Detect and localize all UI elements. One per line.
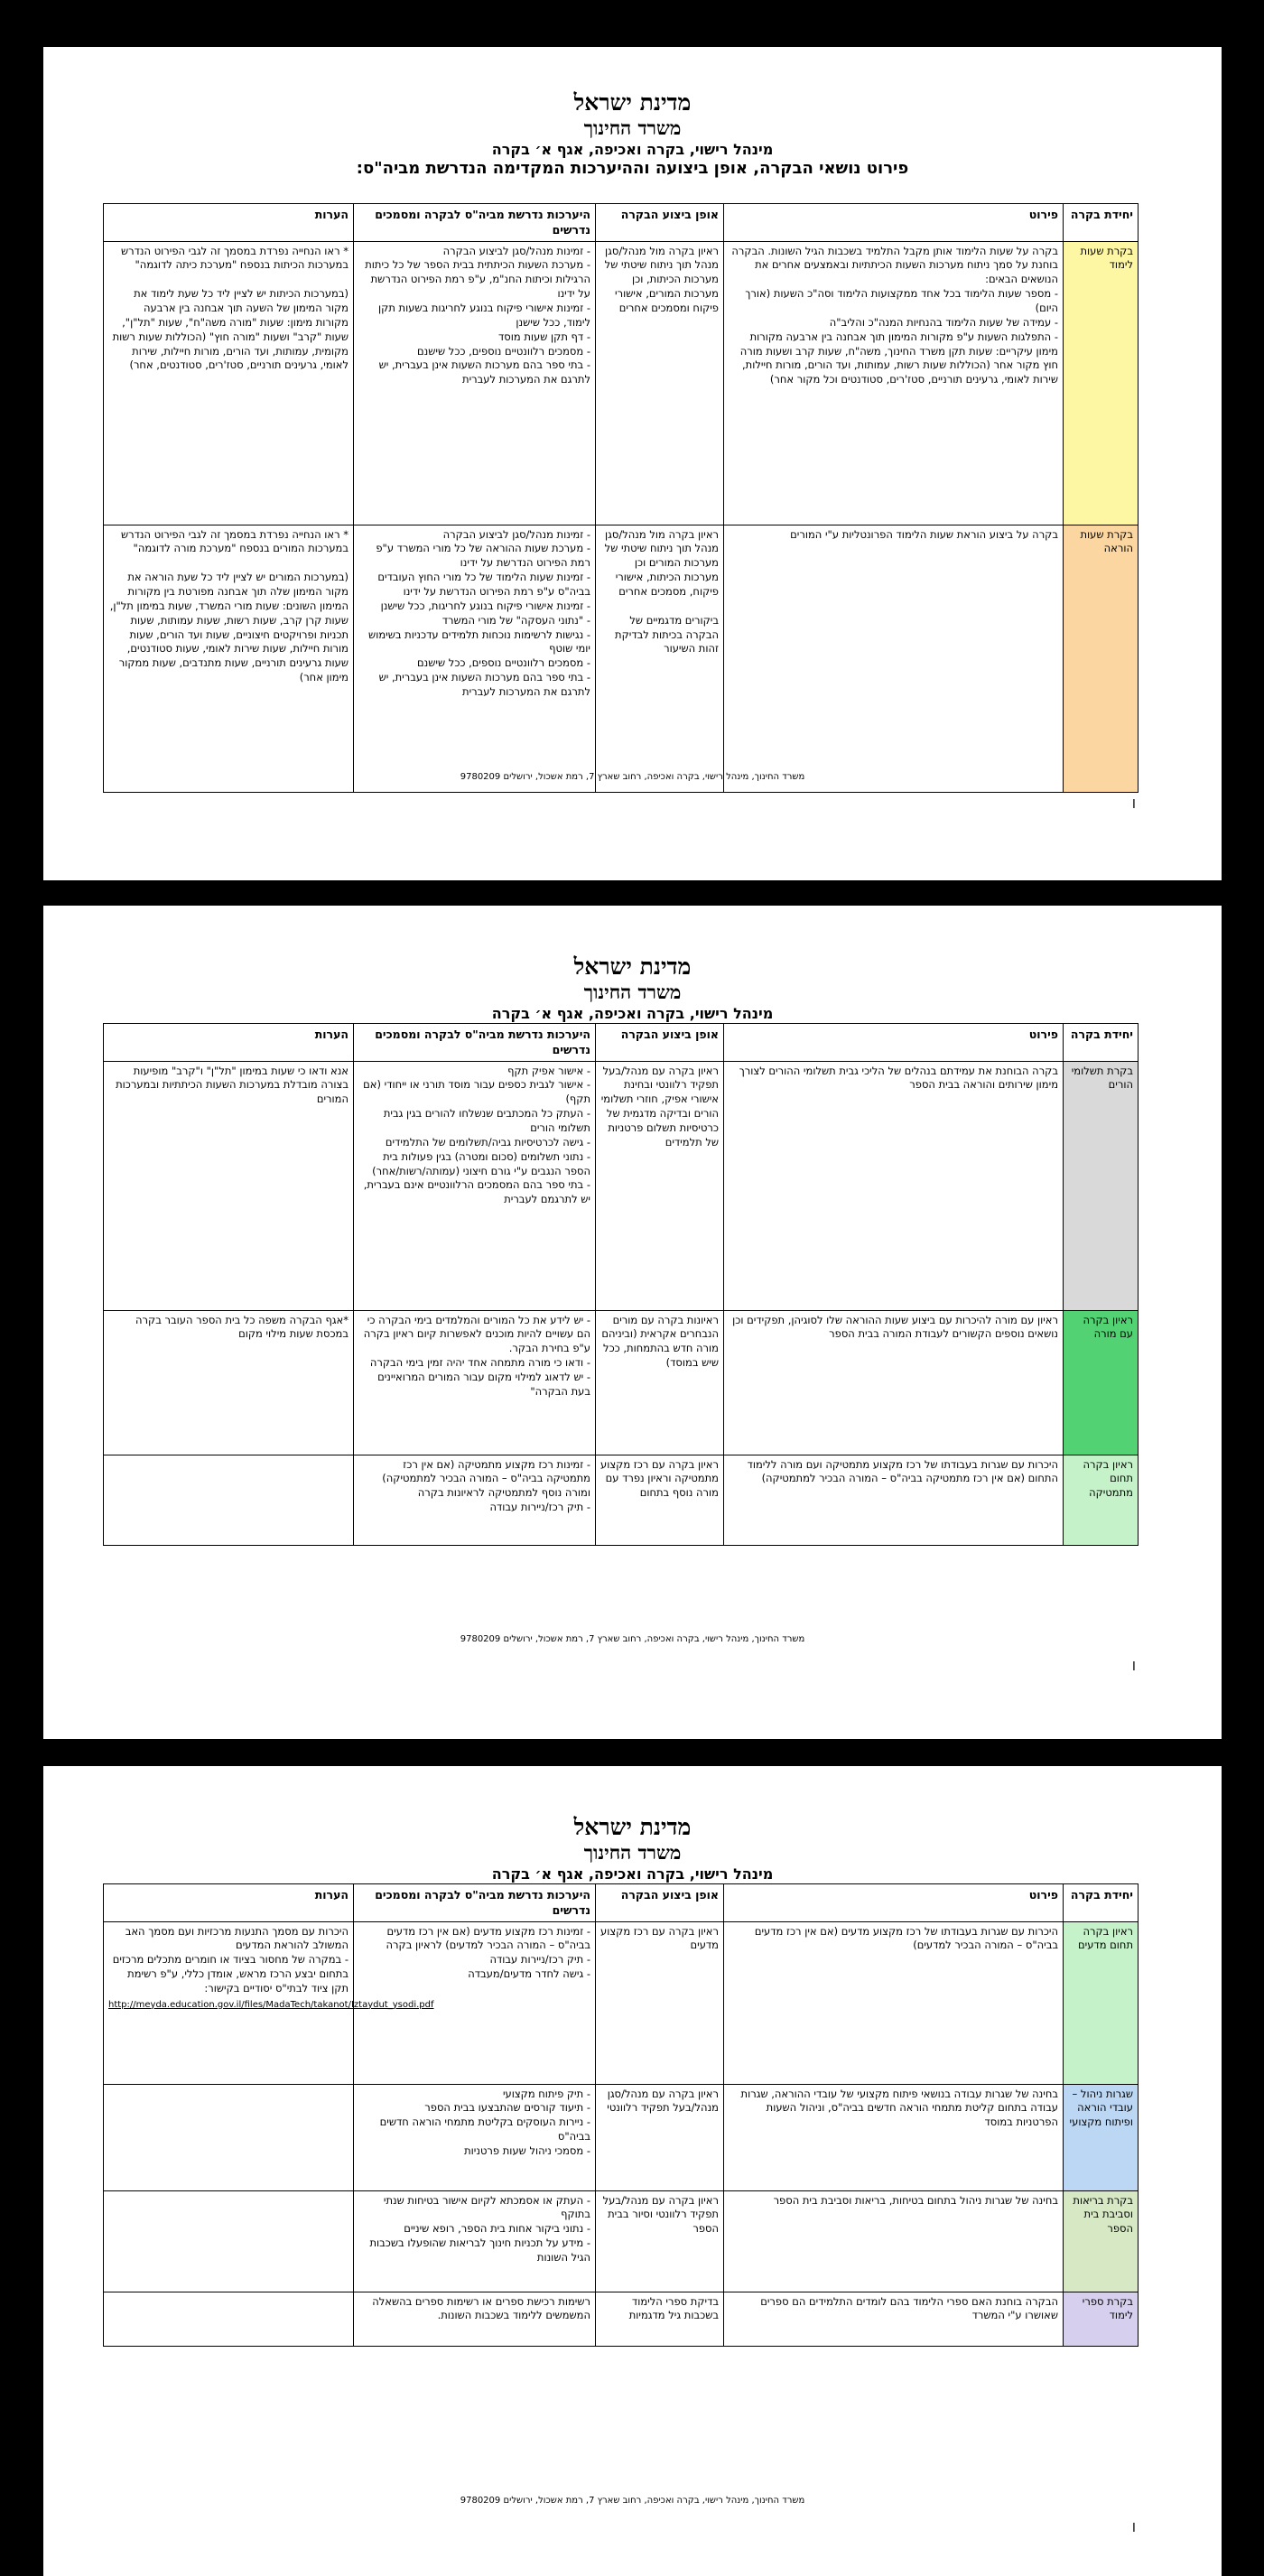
division-title: מינהל רישוי, בקרה ואכיפה, אגף א׳ בקרה [491,1004,774,1022]
requirements-cell: - אישור אפיק תקף - אישור לגבית כספים עבור מוסד תורני או ייחודי (אם תקף) - העתק כל המכתבים שנשלחו להורים בגין גבית תשלומי הורים - גישה לכרטיסיות גביה/תשלומים של התלמידים - נתוני תשלומים (סכום ומטרה) בגין פעולות בית הספר הנגבים ע"י גורם חיצוני (עמותה/רשות/אחר) - בתי ספר בהם המסמכים הרלוונטיים אינם בעברית, יש לתרגמם לעברית [354,1061,596,1310]
method-cell: ראיון בקרה עם רכז מקצוע מתמטיקה וראיון נפרד עם מורה נוסף בתחום [596,1455,724,1545]
notes-cell [104,2190,354,2292]
unit-cell: בקרת ספרי לימוד [1064,2292,1139,2346]
requirements-cell: - זמינות מנהל/סגן לביצוע הבקרה - מערכת שעות ההוראה של כל מורי המשרד ע"פ רמת הפירוט הנדרשת על ידינו - זמינות שעות הלימוד של כל מורי החוץ העובדים בביה"ס ע"פ רמת הפירוט הנדרשת על ידינו - זמינות אישורי פיקוח בנוגע לחריגות, ככל שישנן - "נתוני העסקה" של מורי המשרד - נגישות לרשימות נוכחות תלמידים עדכניות בשימוש יומי שוטף - מסמכים רלוונטיים נוספים, ככל שישנם - בתי ספר בהם מערכות השעות אינן בעברית, יש לתרגם את המערכות לעברית [354,525,596,792]
page-header [43,88,1222,179]
detail-cell: בקרה הבוחנת את עמידתם בנהלים של הליכי גבית תשלומי ההורים לצורך מימון שירותים והוראה בבית הספר [724,1061,1064,1310]
detail-cell: בחינה של שגרות עבודה בנושאי פיתוח מקצועי של עובדי ההוראה, שגרות עבודה בתחום קליטת מתמחי הוראה חדשים בביה"ס, וניהול השעות הפרטניות במוסד [724,2084,1064,2190]
page-header [43,953,1222,1023]
requirements-cell: - זמינות מנהל/סגן לביצוע הבקרה - מערכת השעות הכיתתית בבית הספר של כל כיתות הרגילות וכיתות החנ"מ, ע"פ רמת הפירוט הנדרשת על ידינו - זמינות אישורי פיקוח בנוגע לחריגות בשעות תקן לימוד, ככל שישנן - דף תקן שעות מוסד - מסמכים רלוונטיים נוספים, ככל שישנם - בתי ספר בהם מערכות השעות אינן בעברית, יש לתרגם את המערכות לעברית [354,241,596,525]
table-row [104,2084,1139,2190]
table-row [104,525,1139,792]
division-title: מינהל רישוי, בקרה ואכיפה, אגף א׳ בקרה [491,1865,774,1883]
page-number: I [1132,798,1136,812]
header-requirements: היערכות נדרשת מביה"ס לבקרה ומסמכים נדרשים [354,1024,596,1062]
notes-cell [104,1455,354,1545]
header-requirements: היערכות נדרשת מביה"ס לבקרה ומסמכים נדרשים [354,204,596,242]
notes-cell: * ראו הנחייה נפרדת במסמך זה לגבי הפירוט הנדרש במערכות הכיתות בנספח "מערכת כיתה לדוגמה" (במערכות הכיתות יש לציין ליד כל שעת לימוד את מקור המימון של השעה תוך אבחנה בין ארבעה מקורות מימון: שעות "מורה משה"ח", שעות "תל"ן", שעות "קרב" ושעות "מורה חוץ" (הכוללות שעות רשות מקומית, עמותות, ועד הורים, מורות חיילות, שירות לאומי, גרעינים תורניים, סטז'רים, סטודנטים, אחר) [104,241,354,525]
page-footer: משרד החינוך, מינהל רישוי, בקרה ואכיפה, רחוב שארץ 7, רמת אשכול, ירושלים 9780209 [460,1634,805,1644]
notes-cell [104,2084,354,2190]
ministry-title: משרד החינוך [583,116,682,140]
detail-cell: ראיון עם מורה להיכרות עם ביצוע שעות ההוראה שלו לסוגיהן, תפקידים וכן נושאים נוספים הקשורים לעבודת המורה בבית הספר [724,1310,1064,1455]
page-header [43,1813,1222,1883]
header-detail: פירוט [724,1884,1064,1922]
notes-cell: *אגף הבקרה משפה כל בית הספר העובר בקרה במכסת שעות מילוי מקום [104,1310,354,1455]
notes-cell: * ראו הנחייה נפרדת במסמך זה לגבי הפירוט הנדרש במערכות המורים בנספח "מערכת מורה לדוגמה" (במערכות המורים יש לציין ליד כל שעת הוראה את מקור המימון שלה תוך אבחנה מפורטת בין מקורות המימון השונים: שעות מורי המשרד, שעות במימון תל"ן, שעות קרן קרב, שעות רשות, שעות עמותות, שעות תכניות ופרויקטים חיצוניים, שעות ועד הורים, שעות מורות חיילות, שעות שירות לאומי, שעות סטודנטים, שעות גרעינים תורניים, שעות מתנדבים, שעות ממקור מימון אחר) [104,525,354,792]
method-cell: ראיון בקרה מול מנהל/סגן מנהל תוך ניתוח שיטתי של מערכות הכיתות, וכן מערכות המורים, אישורי פיקוח ומסמכים אחרים [596,241,724,525]
notes-cell [104,2292,354,2346]
header-requirements: היערכות נדרשת מביה"ס לבקרה ומסמכים נדרשים [354,1884,596,1922]
page-number: I [1132,1660,1136,1674]
unit-cell: בקרת תשלומי הורים [1064,1061,1139,1310]
table-row [104,2292,1139,2346]
table-row [104,1455,1139,1545]
detail-cell: בקרה על ביצוע הוראת שעות הלימוד הפרונטליות ע"י המורים [724,525,1064,792]
detail-cell: היכרות עם שגרות בעבודתו של רכז מקצוע מדעים (אם אין רכז מדעים בביה"ס – המורה הבכיר למדעים) [724,1921,1064,2084]
unit-cell: בקרת בריאות וסביבת בית הספר [1064,2190,1139,2292]
method-cell: ראיון בקרה עם רכז מקצוע מדעים [596,1921,724,2084]
method-cell: בדיקת ספרי הלימוד בשכבות גיל מדגמיות [596,2292,724,2346]
control-table [103,1023,1139,1546]
state-title: מדינת ישראל [573,1814,692,1840]
method-cell: ראיון בקרה עם מנהל/בעל תפקיד רלוונטי ובחינת אישורי אפיק, חוזרי תשלומי הורים ובדיקה מדגמית של כרטיסיות תשלום פרטניות של תלמידים [596,1061,724,1310]
table-row [104,1310,1139,1455]
document-page-2 [43,906,1222,1739]
requirements-cell: - העתק או אסמכתא לקיום אישור בטיחות שנתי בתוקף - נתוני ביקור אחות בית הספר, רופא שיניים - מידע על תכניות חינוך לבריאות שהופעלו בשכבות הגיל השונות [354,2190,596,2292]
division-title: מינהל רישוי, בקרה ואכיפה, אגף א׳ בקרה [491,140,774,158]
table-header-row [104,1024,1139,1062]
state-title: מדינת ישראל [573,89,692,116]
unit-cell: בקרת שעות לימוד [1064,241,1139,525]
header-notes: הערות [104,1024,354,1062]
header-method: אופן ביצוע הבקרה [596,1884,724,1922]
method-cell: ראיון בקרה מול מנהל/סגן מנהל תוך ניתוח שיטתי של מערכות המורים וכן מערכות הכיתות, אישורי פיקוח, מסמכים אחרים ביקורים מדגמיים של הבקרה בכיתות לבדיקת זהות השיעור [596,525,724,792]
table-header-row [104,1884,1139,1922]
method-cell: ראיון בקרה עם מנהל/סגן מנהל/בעל תפקיד רלוונטי [596,2084,724,2190]
table-row [104,1061,1139,1310]
unit-cell: בקרת שעות הוראה [1064,525,1139,792]
document-subtitle: פירוט נושאי הבקרה, אופן ביצועה וההיערכות המקדימה הנדרשת מביה"ס: [356,158,909,178]
page-footer: משרד החינוך, מינהל רישוי, בקרה ואכיפה, רחוב שארץ 7, רמת אשכול, ירושלים 9780209 [460,2496,805,2506]
detail-cell: בקרה על שעות הלימוד אותן מקבל התלמיד בשכבות הגיל השונות. הבקרה בוחנת על סמך ניתוח מערכות השעות הכיתתיות ובאמצעים אחרים את הנושאים הבאים: - מספר שעות הלימוד בכל אחד ממקצועות הלימוד וסה"כ השעות (אורך היום) - עמידה של שעות הלימוד בהנחיות המנה"כ והליב"ה - התפלגות השעות ע"פ מקורות המימון תוך אבחנה בין ארבעה מקורות מימון עיקריים: שעות תקן משרד החינוך, משה"ח, שעות קרב ושעות מורה חוץ מקור אחר (הכוללות שעות רשות, עמותות, ועד הורים, מורות חיילות, שירות לאומי, גרעינים תורניים, סטז'רים, סטודנטים וכל מקור אחר) [724,241,1064,525]
header-method: אופן ביצוע הבקרה [596,204,724,242]
requirements-cell: - זמינות רכז מקצוע מדעים (אם אין רכז מדעים בביה"ס – המורה הבכיר למדעים) לראיון בקרה - תיק רכז/ניירות עבודה - גישה לחדר מדעים/מעבדה [354,1921,596,2084]
notes-cell: אנא ודאו כי שעות במימון "תל"ן" ו"קרב" מופיעות בצורה מובדלת במערכות השעות הכיתתיות ובמערכות המורים [104,1061,354,1310]
equipment-standard-link[interactable]: http://meyda.education.gov.il/files/MadaTech/takanot/Iztaydut_ysodi.pdf [108,1999,434,2010]
requirements-cell: רשימות רכישת ספרים או רשימות ספרים בהשאלה המשמשים ללימוד בשכבות השונות. [354,2292,596,2346]
unit-cell: ראיון בקרה תחום מתמטיקה [1064,1455,1139,1545]
notes-text: היכרות עם מסמך התנעות מרכזיות ועם מסמך האב המשולב להוראת המדעים - במקרה של מחסור בציוד או חומרים מתכלים מרכזים בתחום יבצע הרכז מראש, אומדן כללי, ע"פ רשימת תקן ציוד לבתי"ס יסודיים בקישור: [112,1924,349,1995]
method-cell: ראיון בקרה עם מנהל/בעל תפקיד רלוונטי וסיור בבית הספר [596,2190,724,2292]
requirements-cell: - תיק פיתוח מקצועי - תיעוד קורסים שהתבצעו בבית הספר - ניירות העוסקים בקליטת מתמחי הוראה חדשים בביה"ס - מסמכי ניהול שעות פרטניות [354,2084,596,2190]
header-unit: יחידת בקרה [1064,204,1139,242]
header-method: אופן ביצוע הבקרה [596,1024,724,1062]
ministry-title: משרד החינוך [583,1841,682,1865]
table-row [104,1921,1139,2084]
header-notes: הערות [104,204,354,242]
unit-cell: ראיון בקרה עם מורה [1064,1310,1139,1455]
unit-cell: שגרות ניהול – עובדי הוראה ופיתוח מקצועי [1064,2084,1139,2190]
header-unit: יחידת בקרה [1064,1024,1139,1062]
unit-cell: ראיון בקרה תחום מדעים [1064,1921,1139,2084]
document-page-3 [43,1766,1222,2576]
header-unit: יחידת בקרה [1064,1884,1139,1922]
table-row [104,241,1139,525]
method-cell: ראיונות בקרה עם מורים הנבחרים אקראית (וביניהם מורה חדש בהתמחות, ככל שיש במוסד) [596,1310,724,1455]
requirements-cell: - זמינות רכז מקצוע מתמטיקה (אם אין רכז מתמטיקה בביה"ס – המורה הבכיר למתמטיקה) ומורה נוסף למתמטיקה לראיונות בקרה - תיק רכז/ניירות עבודה [354,1455,596,1545]
detail-cell: היכרות עם שגרות בעבודתו של רכז מקצוע מתמטיקה ועם מורה ללימוד התחום (אם אין רכז מתמטיקה בביה"ס – המורה הבכיר למתמטיקה) [724,1455,1064,1545]
table-header-row [104,204,1139,242]
header-detail: פירוט [724,204,1064,242]
control-table [103,203,1139,793]
page-number: I [1132,2522,1136,2535]
ministry-title: משרד החינוך [583,981,682,1004]
requirements-cell: - יש לידע את כל המורים והמלמדים בימי הבקרה כי הם עשויים להיות מוכנים לאפשרות קיום ראיון בקרה ע"פ בחירת הבקר. - ודאו כי מורה מתמחה אחד יהיה זמין בימי הבקרה - יש לדאוג למילוי מקום עבור המורים המרואיינים בעת הבקרה" [354,1310,596,1455]
detail-cell: בחינה של שגרות ניהול בתחום בטיחות, בריאות וסביבת בית הספר [724,2190,1064,2292]
table-row [104,2190,1139,2292]
detail-cell: הבקרה בוחנת האם ספרי הלימוד בהם לומדים התלמידים הם ספרים שאושרו ע"י המשרד [724,2292,1064,2346]
page-footer: משרד החינוך, מינהל רישוי, בקרה ואכיפה, רחוב שארץ 7, רמת אשכול, ירושלים 9780209 [460,772,805,782]
document-page-1 [43,47,1222,880]
notes-cell [104,1921,434,2084]
state-title: מדינת ישראל [573,953,692,980]
header-detail: פירוט [724,1024,1064,1062]
control-table [103,1883,1139,2347]
header-notes: הערות [104,1884,354,1922]
